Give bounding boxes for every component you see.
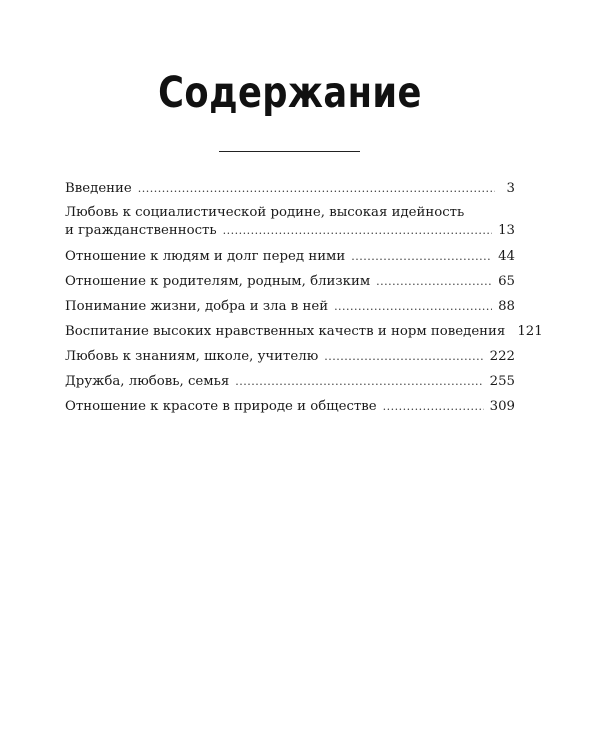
toc-entry-page: 65 [498,274,515,289]
toc-entry[interactable] [65,272,515,297]
toc-entry-page: 309 [489,399,515,414]
toc-entry-page: 13 [498,223,515,238]
toc-entry[interactable] [65,179,515,204]
toc-entry-title: Любовь к социалистической родине, высокая идейность [65,205,465,220]
dot-leader [324,347,483,367]
toc-entry[interactable] [65,322,543,347]
toc-entry[interactable] [65,204,515,247]
toc-entry-title: Дружба, любовь, семья [65,374,230,389]
toc-entry-title: Отношение к красоте в природе и обществе [65,399,377,414]
toc-entry-page: 222 [489,349,515,364]
toc-entry-page: 88 [498,299,515,314]
toc-entry[interactable] [65,297,515,322]
toc-entry-page: 255 [489,374,515,389]
table-of-contents [65,179,543,422]
toc-entry[interactable] [65,397,515,422]
toc-entry-title: Отношение к людям и долг перед ними [65,249,346,264]
dot-leader [235,372,483,392]
toc-entry-page: 44 [498,249,515,264]
dot-leader [383,397,484,417]
toc-entry-title: Воспитание высоких нравственных качеств и норм поведения [65,324,506,339]
toc-entry-title: Понимание жизни, добра и зла в ней [65,299,329,314]
toc-entry[interactable] [65,347,515,372]
dot-leader [376,272,492,292]
dot-leader [351,247,492,267]
toc-entry[interactable] [65,372,515,397]
toc-entry-page: 3 [506,181,515,196]
toc-entry[interactable] [65,247,515,272]
dot-leader [223,222,492,240]
dot-leader [334,297,492,317]
toc-entry-title: Любовь к знаниям, школе, учителю [65,349,319,364]
title-divider [219,151,360,152]
dot-leader [138,179,495,199]
toc-entry-title: Введение [65,181,132,196]
toc-entry-page: 121 [517,324,543,339]
page-title: Содержание [158,68,422,118]
toc-entry-title: Отношение к родителям, родным, близким [65,274,371,289]
toc-entry-title-continued: и гражданственность [65,223,217,238]
